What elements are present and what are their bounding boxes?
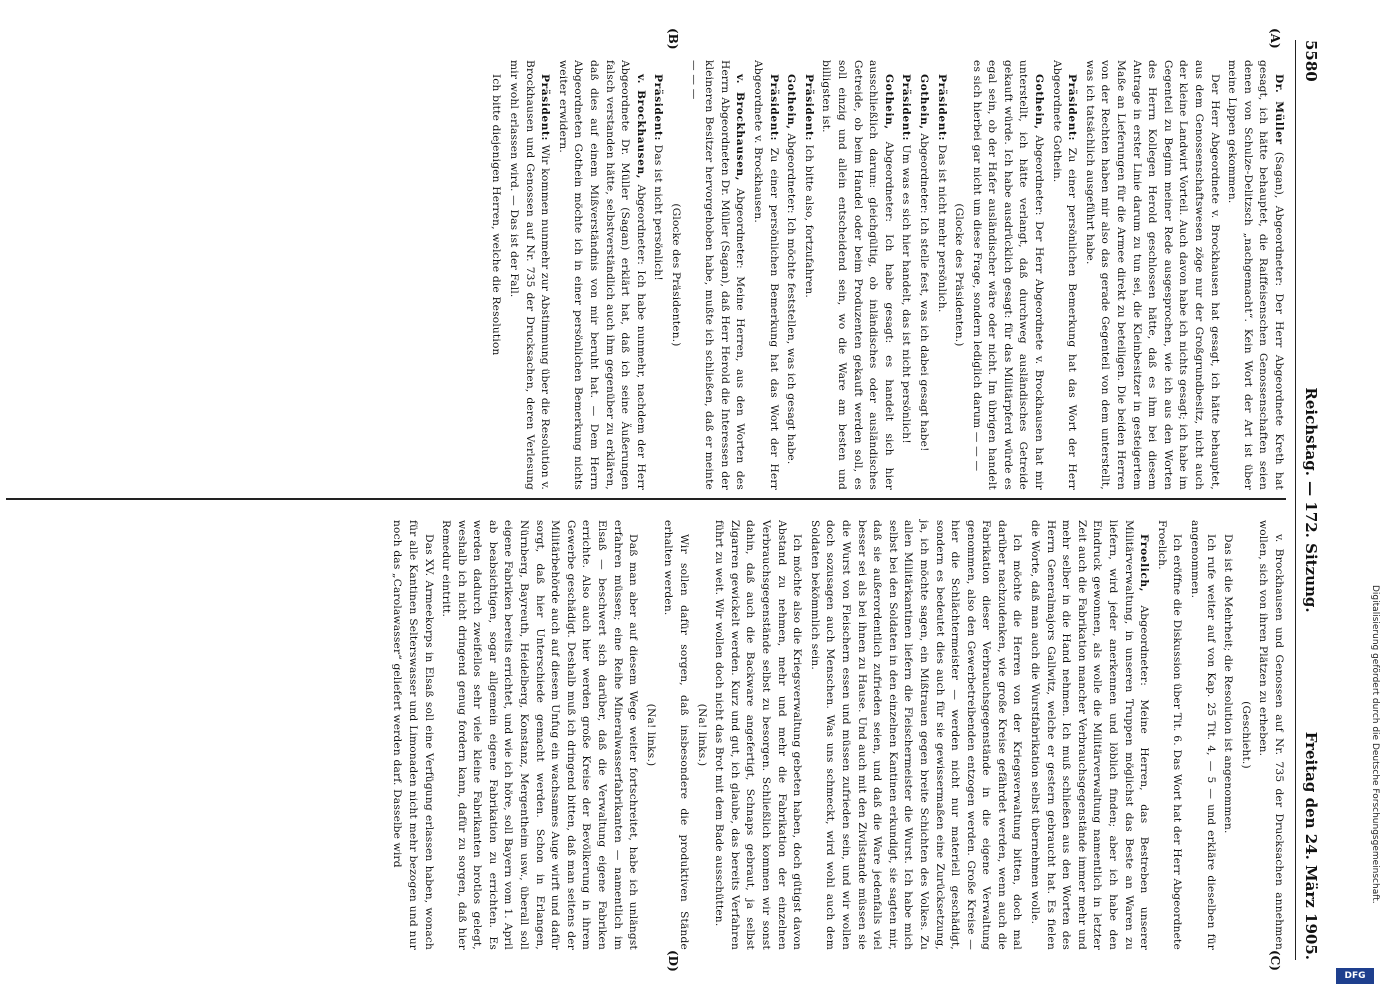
left-text-column <box>486 60 1286 490</box>
speaker-name: Präsident: <box>802 74 815 142</box>
paragraph-text: Ich bitte also, fortzufahren. <box>802 144 815 298</box>
session-date: Freitag den 24. März 1905. <box>1302 731 1320 960</box>
right-text-column <box>387 520 1286 950</box>
speaker-name: v. Brockhausen, <box>634 74 647 180</box>
paragraph-text: Das ist nicht persönlich! <box>652 144 665 281</box>
speaker-name: Gothein, <box>917 74 930 130</box>
paragraph <box>554 60 648 490</box>
margin-mark-d: (D) <box>666 950 680 972</box>
paragraph-text: Ich möchte die Herren von der Kriegsverwaltung bitten, doch mal darüber nachzudenken, wie große Kreise gefährdet werden, wenn auch die Fabrikation dieser Verbrauchsgegenstände in die eigene Verwaltung genommen, also den Gewerbetreibenden entzogen werden. Große Kreise — hier die Schlächtermeister — werden nicht nur materiell geschädigt, sondern es bedeutet dies auch für sie gewissermaßen eine Zurücksetzung, ja, ich möchte sagen, ein Mißtrauen gegen breite Schichten des Volkes. Zu allen Militärkantinen liefern die Fleischermeister die Wurst. Ich habe mich selbst bei den Soldaten in den einzelnen Kantinen erkundigt, sie sagten mir, daß sie außerordentlich zufrieden seien, und daß die Ware jedenfalls viel besser sei als bei ihnen zu Hause. Und auch mit den Zivilstande müssen sie die Wurst von Fleischern essen und müssen zufrieden sein, und wir wollen doch sozusagen auch Menschen. Was uns schmeckt, wird wohl auch dem Soldaten bekömmlich sein. <box>808 520 1024 950</box>
paragraph <box>438 520 641 950</box>
dfg-credit: Digitalisierung gefördert durch die Deutsche Forschungsgemeinschaft. <box>1370 585 1380 904</box>
paragraph <box>783 60 799 490</box>
paragraph-text: Zu einer persönlichen Bemerkung hat das Wort der Herr Abgeordnete v. Brockhausen. <box>752 60 780 490</box>
newspaper-page <box>0 20 1330 980</box>
paragraph-text: Das ist die Mehrheit; die Resolution ist angenommen. <box>1222 534 1235 834</box>
paragraph <box>660 520 691 950</box>
paragraph-text: Ich möchte also die Kriegsverwaltung gebeten haben, doch gütigst davon Abstand zu nehmen, mehr und mehr die Fabrikation der einzelnen Verbrauchsgegenstände selbst zu besorgen. Schließlich kommen wir sonst dahin, daß auch die Backware angefertigt, Schnaps gebraut, ja selbst Zigarren gewickelt werden. Kurz und gut, ich glaube, das bereits Verfahren führt zu weit. Wir wollen doch nicht das Brot mit dem Bade ausschütten. <box>713 520 804 950</box>
paragraph <box>915 60 931 490</box>
dfg-logo: DFG <box>1336 968 1374 984</box>
margin-mark-c: (C) <box>1268 950 1282 971</box>
speaker-name: Präsident: <box>539 74 552 142</box>
paragraph-text: Abgeordneter: Ich möchte feststellen, was ich gesagt habe. <box>785 133 798 465</box>
page-header <box>1295 40 1322 960</box>
column-divider <box>6 498 1286 500</box>
paragraph-text: Das ist nicht mehr persönlich. <box>935 144 948 313</box>
paragraph-text: Um was es sich hier handelt, das ist nicht persönlich! <box>900 144 913 444</box>
paragraph-text: (Geschieht.) <box>1239 701 1252 769</box>
paragraph-text: Abgeordneter: Ich stelle fest, was ich dabei gesagt habe! <box>917 133 930 452</box>
paragraph <box>1153 520 1184 950</box>
paragraph-text: Zu einer persönlichen Bemerkung hat das Wort der Herr Abgeordnete Gothein. <box>1050 60 1079 490</box>
paragraph-text: Der Herr Abgeordnete v. Brockhausen hat gesagt, ich hätte behauptet, aus dem Genossenschaftswesen zöge nur der Großgrundbesitz, nicht auch der kleine Landwirt Vorteil. Auch davon habe ich nichts gesagt; ich habe im Gegenteil zu Beginn meiner Rede ausgesprochen, wie ich aus den Worten des Herrn Kollegen Herold geschlossen hätte, daß es ihm bei diesem Antrage in erster Linie darum zu tun sei, die Kleinbesitzer in gesteigertem Maße an Lieferungen für die Armee direkt zu beteiligen. Die beiden Herren von der Rechten haben mir also das gerade Gegenteil von dem unterstellt, was ich tatsächlich ausgeführt habe. <box>1083 60 1221 490</box>
paragraph <box>1186 520 1217 950</box>
paragraph-text: (Na! links.) <box>695 703 708 767</box>
paragraph <box>1255 520 1286 950</box>
paragraph <box>650 60 666 490</box>
paragraph <box>933 60 949 490</box>
session-title: Reichstag. — 172. Sitzung. <box>1302 387 1320 613</box>
page-number: 5580 <box>1302 40 1320 82</box>
paragraph-text: (Glocke des Präsidenten.) <box>670 203 683 347</box>
paragraph-text: v. Brockhausen und Genossen auf Nr. 735 der Drucksachen annehmen wollen, sich von ihren Plätzen zu erheben. <box>1257 520 1285 950</box>
paragraph <box>898 60 914 490</box>
paragraph <box>951 60 967 490</box>
paragraph <box>1081 60 1221 490</box>
paragraph <box>642 520 658 950</box>
paragraph <box>1027 520 1152 950</box>
paragraph <box>667 60 683 490</box>
paragraph <box>806 520 1024 950</box>
speaker-name: Gothein, <box>1033 74 1046 130</box>
paragraph <box>818 60 896 490</box>
paragraph-text: (Sagan), Abgeordneter: Der Herr Abgeordnete Kreth hat gesagt, ich hätte behauptet, die Raiffeisenschen Genossenschaften seien denen von Schulze-Delitzsch „nachgemacht“. Kein Wort der Art ist über meine Lippen gekommen. <box>1226 60 1285 490</box>
paragraph-text: Abgeordneter: Meine Herren, aus den Worten des Herrn Abgeordneten Dr. Müller (Sagan), daß Herr Herold die Interessen der kleineren Besitzer hervorgehoben habe, mußte ich schließen, daß er meinte — — — <box>687 60 747 490</box>
paragraph <box>1048 60 1079 490</box>
paragraph-text: Daß man aber auf diesem Wege weiter fortschreitet, habe ich unlängst erfahren müssen; eine Reihe Mineralwasserfabrikanten — namentlich im Elsaß — beschwert sich darüber, daß die Verwaltung eigene Fabriken errichte. Also auch hier werden große Kreise der Bevölkerung in ihrem Gewerbe geschädigt. Deshalb muß ich dringend bitten, daß man seitens der Militärbehörde auch auf diesem Unfug ein wachsames Auge wirft und dafür sorgt, daß hier Unterschiede gemacht werden. Schon in Erlangen, Nürnberg, Bayreuth, Heidelberg, Konstanz, Mergentheim usw., überall soll eigene Fabriken bereits errichtet, und wie ich höre, soll Bayern vom 1. April ab beabsichtigen, sogar allgemein eigene Fabrikation zu errichten. Es werden dadurch zweifellos sehr viele kleine Fabrikanten brotlos gelegt, weshalb ich nicht dringend genug fordern kann, dafür zu sorgen, daß hier Remedur eintritt. <box>440 520 640 950</box>
paragraph <box>968 60 1046 490</box>
speaker-name: Gothein, <box>882 74 895 130</box>
speaker-name: Präsident: <box>767 74 780 142</box>
paragraph-text: Ich rufe weiter auf von Kap. 25 Tit. 4, — 5 — und erkläre dieselben für angenommen. <box>1189 520 1217 950</box>
paragraph <box>488 60 504 490</box>
paragraph <box>389 520 436 950</box>
paragraph-text: (Glocke des Präsidenten.) <box>953 203 966 347</box>
paragraph-text: Ich eröffne die Diskussion über Tit. 6. Das Wort hat der Herr Abgeordnete Froelich. <box>1155 520 1184 950</box>
paragraph <box>800 60 816 490</box>
paragraph <box>1224 60 1286 490</box>
paragraph <box>506 60 553 490</box>
paragraph-text: Abgeordneter: Meine Herren, das Bestreben unserer Militärverwaltung, in unseren Truppen möglichst das Beste an Waren zu liefern, wird jeder anerkennen und löblich finden; aber ich habe den Eindruck gewonnen, als wolle die Militärverwaltung namentlich in letzter Zeit auch die Fabrikation mancher Verbrauchsgegenstände immer mehr und mehr selber in die Hand nehmen. Ich muß schließen aus den Worten des Herrn Generalmajors Gallwitz, welche er gestern gebraucht hat. Es fielen die Worte, daß man auch die Wurstfabrikation selbst übernehmen wolle. <box>1029 520 1151 950</box>
speaker-name: Dr. Müller <box>1273 74 1285 145</box>
paragraph-text: Abgeordneter: Der Herr Abgeordnete v. Brockhausen hat mir unterstellt, ich hätte verlangt, daß durchweg ausländisches Getreide gekauft würde. Ich habe ausdrücklich gesagt: für das Militärpferd würde es egal sein, ob der Hafer ausländischer wäre oder nicht. Im übrigen handelt es sich hierbei gar nicht um diese Frage, sondern lediglich darum — — — <box>970 60 1046 490</box>
speaker-name: Präsident: <box>652 74 665 142</box>
paragraph <box>711 520 805 950</box>
paragraph <box>749 60 780 490</box>
paragraph <box>1220 520 1236 950</box>
paragraph <box>685 60 747 490</box>
speaker-name: Präsident: <box>900 74 913 142</box>
paragraph-text: Wir sollen dafür sorgen, daß insbesondere die produktiven Stände erhalten werden. <box>662 520 691 950</box>
paragraph-text: Abgeordneter: Ich habe gesagt: es handelt sich hier ausschließlich darum: gleichgültig, ob inländisches oder ausländisches Getreide, ob beim Handel oder beim Produzenten gekauft werden soll, es soll einzig und allein entscheidend sein, wo die Ware am besten und billigsten ist. <box>820 60 895 490</box>
paragraph-text: Das XV. Armeekorps in Elsaß soll eine Verfügung erlassen haben, wonach für alle Kantinen Selterswasser und Limonaden nicht mehr bezogen und nur noch das „Carolawasser“ geliefert werden darf. Dasselbe wird <box>391 520 435 950</box>
paragraph-text: Ich bitte diejenigen Herren, welche die Resolution <box>490 74 503 356</box>
paragraph <box>1237 520 1253 950</box>
paragraph-text: (Na! links.) <box>644 703 657 767</box>
paragraph-text: Abgeordneter: Ich habe nunmehr, nachdem der Herr Abgeordnete Dr. Müller (Sagan) erklärt hat, daß ich seine Äußerungen falsch verstanden hätte, selbstverständlich auch ihm gegenüber zu erklären, daß dies auf einem Mißverständnis von mir beruht hat. — Dem Herrn Abgeordneten Gothein möchte ich in einer persönlichen Bemerkung nichts weiter erwidern. <box>556 60 647 490</box>
speaker-name: Präsident: <box>1066 74 1079 142</box>
footer-strip <box>1330 0 1380 1000</box>
speaker-name: v. Brockhausen, <box>734 74 747 181</box>
speaker-name: Gothein, <box>785 74 798 130</box>
paragraph-text: Wir kommen nunmehr zur Abstimmung über die Resolution v. Brockhausen und Genossen auf Nr. 735 der Drucksachen, deren Verlesung mir wohl erlassen wird. — Das ist der Fall. <box>508 60 552 490</box>
speaker-name: Froelich, <box>1138 534 1151 593</box>
margin-mark-b: (B) <box>666 28 680 50</box>
margin-mark-a: (A) <box>1268 28 1282 49</box>
speaker-name: Präsident: <box>935 74 948 142</box>
paragraph <box>693 520 709 950</box>
